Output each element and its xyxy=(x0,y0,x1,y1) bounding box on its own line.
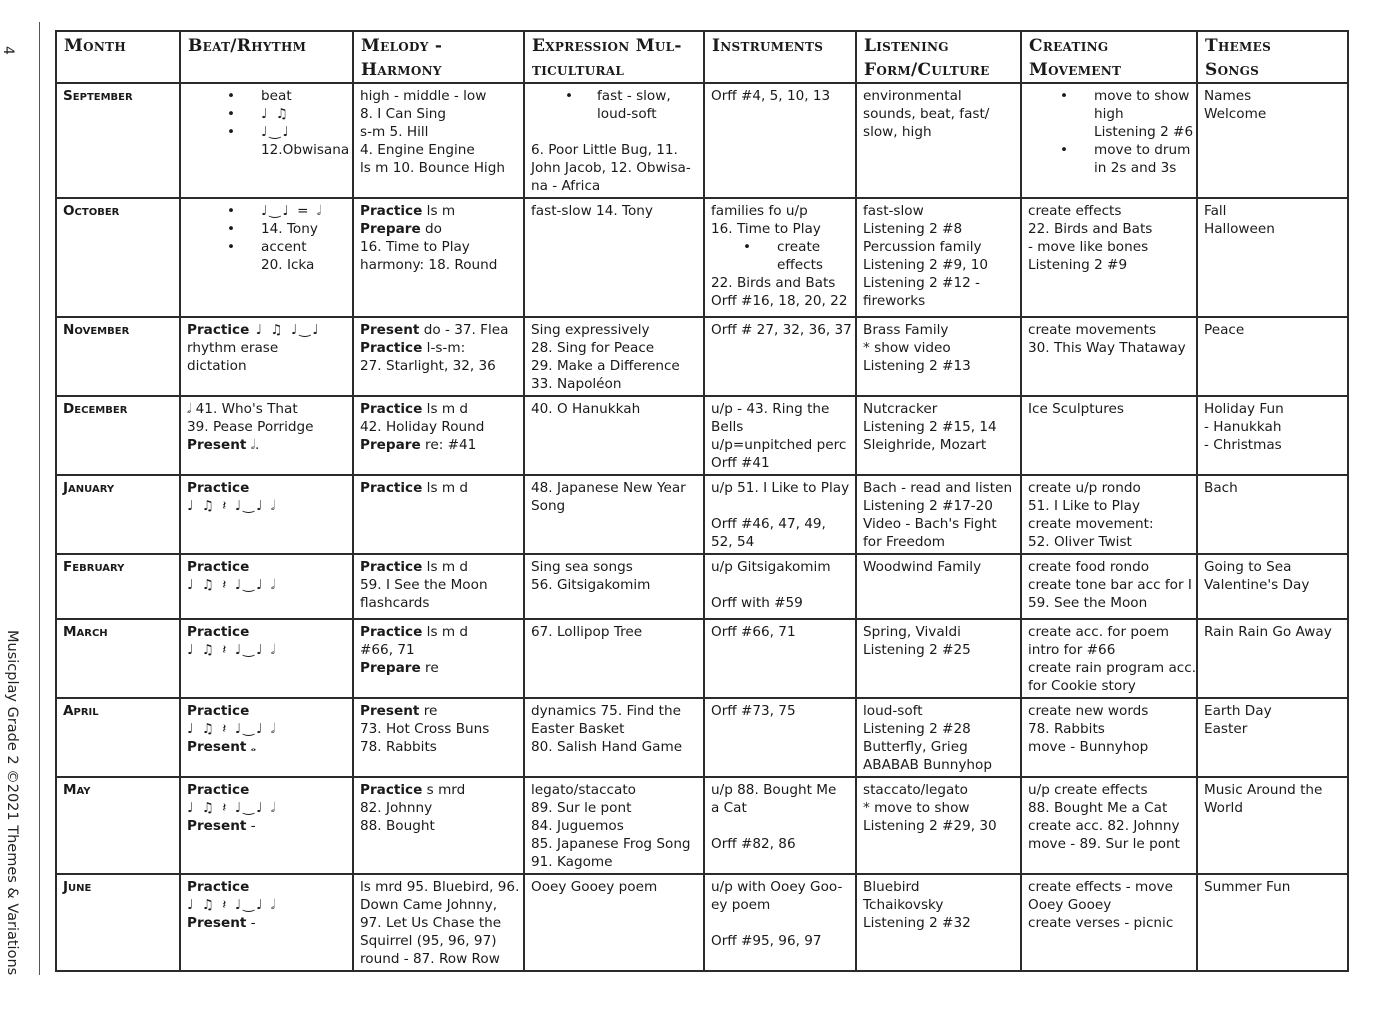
header-row xyxy=(56,31,1348,83)
header-listening: Listening Form/Culture xyxy=(856,31,1021,83)
month-cell: December xyxy=(56,396,180,475)
beat-cell: • beat • ♩ ♫ • ♩‿♩ 12.Obwisana xyxy=(180,83,353,198)
expression-cell: 40. O Hanukkah xyxy=(524,396,704,475)
instruments-cell: u/p with Ooey Goo- ey poem Orff #95, 96, 97 xyxy=(704,874,856,971)
year-plan-table xyxy=(55,30,1349,972)
melody-cell: Present re 73. Hot Cross Buns 78. Rabbits xyxy=(353,698,524,777)
header-melody-harmony: Melody - Harmony xyxy=(353,31,524,83)
page-number: 4 xyxy=(0,46,16,55)
listening-cell: Bluebird Tchaikovsky Listening 2 #32 xyxy=(856,874,1021,971)
expression-cell: dynamics 75. Find the Easter Basket 80. Salish Hand Game xyxy=(524,698,704,777)
expression-cell: legato/staccato 89. Sur le pont 84. Juguemos 85. Japanese Frog Song 91. Kagome xyxy=(524,777,704,874)
instruments-cell: Orff #73, 75 xyxy=(704,698,856,777)
melody-cell: high - middle - low 8. I Can Sing s-m 5. Hill 4. Engine Engine ls m 10. Bounce High xyxy=(353,83,524,198)
month-cell: February xyxy=(56,554,180,619)
expression-cell: Ooey Gooey poem xyxy=(524,874,704,971)
themes-cell: Fall Halloween xyxy=(1197,198,1348,317)
themes-cell: Music Around the World xyxy=(1197,777,1348,874)
melody-cell: Practice ls m d #66, 71 Prepare re xyxy=(353,619,524,698)
beat-cell: Practice ♩ ♫ 𝄽 ♩‿♩ 𝅗𝅥 Present 𝅝 xyxy=(180,698,353,777)
creating-cell: Ice Sculptures xyxy=(1021,396,1197,475)
listening-cell: Brass Family * show video Listening 2 #13 xyxy=(856,317,1021,396)
creating-cell: u/p create effects 88. Bought Me a Cat create acc. 82. Johnny move - 89. Sur le pont xyxy=(1021,777,1197,874)
melody-cell: Practice ls m Prepare do 16. Time to Play harmony: 18. Round xyxy=(353,198,524,317)
instruments-cell: Orff #66, 71 xyxy=(704,619,856,698)
listening-cell: Spring, Vivaldi Listening 2 #25 xyxy=(856,619,1021,698)
themes-cell: Names Welcome xyxy=(1197,83,1348,198)
month-cell: October xyxy=(56,198,180,317)
row-april xyxy=(56,698,1348,777)
header-instruments: Instruments xyxy=(704,31,856,83)
beat-cell: Practice ♩ ♫ ♩‿♩ rhythm erase dictation xyxy=(180,317,353,396)
themes-cell: Holiday Fun - Hanukkah - Christmas xyxy=(1197,396,1348,475)
row-february xyxy=(56,554,1348,619)
melody-cell: Practice ls m d 59. I See the Moon flashcards xyxy=(353,554,524,619)
footer-credit: Musicplay Grade 2 ©2021 Themes & Variations xyxy=(4,630,20,976)
month-cell: May xyxy=(56,777,180,874)
row-september xyxy=(56,83,1348,198)
themes-cell: Earth Day Easter xyxy=(1197,698,1348,777)
row-october xyxy=(56,198,1348,317)
header-creating: Creating Movement xyxy=(1021,31,1197,83)
instruments-cell: families fo u/p 16. Time to Play • create effects 22. Birds and Bats Orff #16, 18, 20, 22 xyxy=(704,198,856,317)
instruments-cell: u/p 51. I Like to Play Orff #46, 47, 49, 52, 54 xyxy=(704,475,856,554)
header-month: Month xyxy=(56,31,180,83)
listening-cell: environmental sounds, beat, fast/ slow, high xyxy=(856,83,1021,198)
listening-cell: Nutcracker Listening 2 #15, 14 Sleighride, Mozart xyxy=(856,396,1021,475)
listening-cell: Bach - read and listen Listening 2 #17-20 Video - Bach's Fight for Freedom xyxy=(856,475,1021,554)
header-beat-rhythm: Beat/Rhythm xyxy=(180,31,353,83)
themes-cell: Bach xyxy=(1197,475,1348,554)
header-themes: Themes Songs xyxy=(1197,31,1348,83)
instruments-cell: u/p - 43. Ring the Bells u/p=unpitched perc Orff #41 xyxy=(704,396,856,475)
row-december xyxy=(56,396,1348,475)
creating-cell: • move to show high Listening 2 #6 • move to drum in 2s and 3s xyxy=(1021,83,1197,198)
row-march xyxy=(56,619,1348,698)
beat-cell: • ♩‿♩ = 𝅗𝅥 • 14. Tony • accent 20. Icka xyxy=(180,198,353,317)
instruments-cell: Orff #4, 5, 10, 13 xyxy=(704,83,856,198)
themes-cell: Peace xyxy=(1197,317,1348,396)
listening-cell: Woodwind Family xyxy=(856,554,1021,619)
creating-cell: create effects 22. Birds and Bats - move like bones Listening 2 #9 xyxy=(1021,198,1197,317)
margin-rule xyxy=(39,22,40,975)
beat-cell: Practice ♩ ♫ 𝄽 ♩‿♩ 𝅗𝅥 Present - xyxy=(180,777,353,874)
melody-cell: ls mrd 95. Bluebird, 96. Down Came Johnny, 97. Let Us Chase the Squirrel (95, 96, 97) round - 87. Row Row xyxy=(353,874,524,971)
row-may xyxy=(56,777,1348,874)
row-november xyxy=(56,317,1348,396)
themes-cell: Going to Sea Valentine's Day xyxy=(1197,554,1348,619)
month-cell: September xyxy=(56,83,180,198)
month-cell: March xyxy=(56,619,180,698)
listening-cell: fast-slow Listening 2 #8 Percussion family Listening 2 #9, 10 Listening 2 #12 - fireworks xyxy=(856,198,1021,317)
row-june xyxy=(56,874,1348,971)
month-cell: June xyxy=(56,874,180,971)
month-cell: January xyxy=(56,475,180,554)
creating-cell: create new words 78. Rabbits move - Bunnyhop xyxy=(1021,698,1197,777)
beat-cell: Practice ♩ ♫ 𝄽 ♩‿♩ 𝅗𝅥 xyxy=(180,475,353,554)
beat-cell: Practice ♩ ♫ 𝄽 ♩‿♩ 𝅗𝅥 xyxy=(180,619,353,698)
creating-cell: create effects - move Ooey Gooey create verses - picnic xyxy=(1021,874,1197,971)
instruments-cell: Orff # 27, 32, 36, 37 xyxy=(704,317,856,396)
instruments-cell: u/p Gitsigakomim Orff with #59 xyxy=(704,554,856,619)
expression-cell: • fast - slow, loud-soft 6. Poor Little Bug, 11. John Jacob, 12. Obwisa- na - Africa xyxy=(524,83,704,198)
creating-cell: create u/p rondo 51. I Like to Play create movement: 52. Oliver Twist xyxy=(1021,475,1197,554)
creating-cell: create food rondo create tone bar acc for I 59. See the Moon xyxy=(1021,554,1197,619)
melody-cell: Present do - 37. Flea Practice l-s-m: 27. Starlight, 32, 36 xyxy=(353,317,524,396)
row-january xyxy=(56,475,1348,554)
themes-cell: Summer Fun xyxy=(1197,874,1348,971)
expression-cell: 48. Japanese New Year Song xyxy=(524,475,704,554)
expression-cell: 67. Lollipop Tree xyxy=(524,619,704,698)
beat-cell: Practice ♩ ♫ 𝄽 ♩‿♩ 𝅗𝅥 xyxy=(180,554,353,619)
themes-cell: Rain Rain Go Away xyxy=(1197,619,1348,698)
beat-cell: 𝅗𝅥 41. Who's That 39. Pease Porridge Present 𝅗𝅥. xyxy=(180,396,353,475)
month-cell: November xyxy=(56,317,180,396)
melody-cell: Practice s mrd 82. Johnny 88. Bought xyxy=(353,777,524,874)
month-cell: April xyxy=(56,698,180,777)
expression-cell: fast-slow 14. Tony xyxy=(524,198,704,317)
expression-cell: Sing sea songs 56. Gitsigakomim xyxy=(524,554,704,619)
creating-cell: create movements 30. This Way Thataway xyxy=(1021,317,1197,396)
header-expression: Expression Mul- ticultural xyxy=(524,31,704,83)
melody-cell: Practice ls m d xyxy=(353,475,524,554)
creating-cell: create acc. for poem intro for #66 create rain program acc. for Cookie story xyxy=(1021,619,1197,698)
melody-cell: Practice ls m d 42. Holiday Round Prepare re: #41 xyxy=(353,396,524,475)
listening-cell: loud-soft Listening 2 #28 Butterfly, Grieg ABABAB Bunnyhop xyxy=(856,698,1021,777)
instruments-cell: u/p 88. Bought Me a Cat Orff #82, 86 xyxy=(704,777,856,874)
listening-cell: staccato/legato * move to show Listening 2 #29, 30 xyxy=(856,777,1021,874)
beat-cell: Practice ♩ ♫ 𝄽 ♩‿♩ 𝅗𝅥 Present - xyxy=(180,874,353,971)
expression-cell: Sing expressively 28. Sing for Peace 29. Make a Difference 33. Napoléon xyxy=(524,317,704,396)
